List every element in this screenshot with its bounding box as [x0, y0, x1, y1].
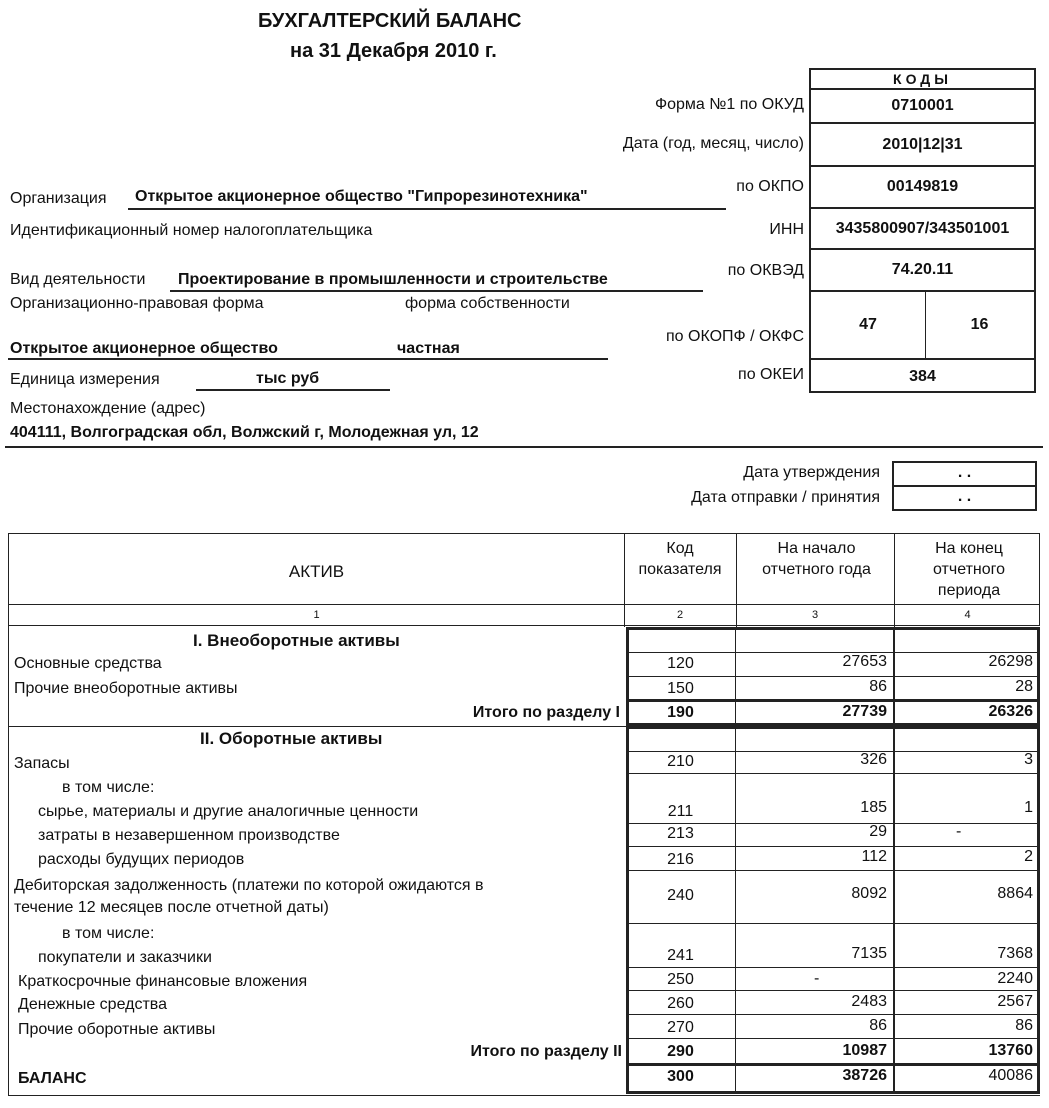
inn-value: 3435800907/343501001: [835, 220, 1010, 237]
row-210-code: 210: [667, 753, 694, 770]
header-asset: АКТИВ: [288, 562, 345, 581]
row-270-end: 86: [1015, 1017, 1033, 1034]
okved-value: 74.20.11: [891, 261, 954, 278]
table-header: [8, 533, 1040, 626]
page-title: БУХГАЛТЕРСКИЙ БАЛАНС: [258, 10, 522, 32]
row-300-start: 38726: [842, 1067, 887, 1084]
row-150-end: 28: [1015, 678, 1033, 695]
row-260-start: 2483: [851, 993, 887, 1010]
okud-label: Форма №1 по ОКУД: [654, 96, 804, 113]
row-240-code: 240: [667, 887, 694, 904]
row-250-code: 250: [667, 971, 694, 988]
codes-box: [809, 68, 1036, 393]
row-260-code: 260: [667, 995, 694, 1012]
row-213-code: 213: [667, 825, 694, 842]
row-270-start: 86: [869, 1017, 887, 1034]
row-290-name: Итого по разделу II: [470, 1043, 622, 1060]
row-300-end: 40086: [988, 1067, 1033, 1084]
row-211-code: 211: [667, 803, 694, 820]
activity-label: Вид деятельности: [10, 271, 146, 288]
taxpayer-id-label: Идентификационный номер налогоплательщика: [10, 222, 373, 239]
row-241-name: покупатели и заказчики: [38, 949, 212, 966]
col-number-2: 2: [676, 609, 684, 621]
row-190-code: 190: [667, 704, 694, 721]
row-120-start: 27653: [842, 653, 887, 670]
row-211-start: 185: [860, 799, 887, 816]
row-216-end: 2: [1024, 848, 1033, 865]
unit-value: тыс руб: [256, 370, 320, 387]
ownership-value: частная: [397, 340, 460, 357]
okei-value: 384: [909, 368, 936, 385]
activity-value: Проектирование в промышленности и строительстве: [178, 271, 608, 288]
row-216-start: 112: [861, 848, 887, 865]
row-216-name: расходы будущих периодов: [38, 851, 245, 868]
row-190-name: Итого по разделу I: [472, 704, 620, 721]
header-start: На начало отчетного года: [762, 540, 871, 578]
row-290-start: 10987: [842, 1042, 887, 1059]
legal-form-label: Организационно-правовая форма: [10, 295, 264, 312]
col-number-3: 3: [811, 609, 819, 621]
okpo-label: по ОКПО: [736, 178, 804, 195]
row-210-start: 326: [860, 751, 887, 768]
row-300-name: БАЛАНС: [18, 1070, 87, 1087]
codes-header: КОДЫ: [811, 70, 1034, 90]
row-120-code: 120: [667, 655, 694, 672]
org-label: Организация: [10, 190, 107, 207]
address-value: 404111, Волгоградская обл, Волжский г, Молодежная ул, 12: [10, 424, 479, 441]
row-250-name: Краткосрочные финансовые вложения: [18, 973, 308, 990]
row-250-end: 2240: [997, 970, 1033, 987]
row-241-start: 7135: [851, 945, 887, 962]
header-end: На конец отчетного периода: [932, 540, 1006, 599]
row-216-code: 216: [667, 851, 694, 868]
okud-value: 0710001: [891, 97, 954, 114]
row-240-name-2: течение 12 месяцев после отчетной даты): [14, 899, 329, 916]
row-240-end: 8864: [997, 885, 1033, 902]
okfs-value: 16: [970, 316, 989, 333]
okpo-value: 00149819: [886, 178, 959, 195]
sent-date-box: . .: [892, 485, 1037, 511]
row-290-code: 290: [667, 1043, 694, 1060]
row-241-code: 241: [667, 947, 694, 964]
row-150-code: 150: [667, 680, 694, 697]
inn-code-label: ИНН: [769, 221, 804, 238]
legal-form-value: Открытое акционерное общество: [10, 340, 278, 357]
row-260-end: 2567: [997, 993, 1033, 1010]
row-210-name: Запасы: [14, 755, 70, 772]
row-240-name-1: Дебиторская задолженность (платежи по которой ожидаются в: [14, 877, 484, 894]
row-150-start: 86: [869, 678, 887, 695]
sent-date-label: Дата отправки / принятия: [691, 489, 880, 506]
row-incl-2: в том числе:: [62, 925, 155, 942]
row-211-name: сырье, материалы и другие аналогичные ценности: [38, 803, 419, 820]
col-number-1: 1: [313, 609, 320, 621]
row-150-name: Прочие внеоборотные активы: [14, 680, 238, 697]
okved-label: по ОКВЭД: [727, 262, 804, 279]
page-subtitle: на 31 Декабря 2010 г.: [290, 40, 497, 62]
okopf-label: по ОКОПФ / ОКФС: [666, 328, 804, 345]
section-2-title: II. Оборотные активы: [200, 729, 383, 748]
row-260-name: Денежные средства: [18, 996, 167, 1013]
ownership-label: форма собственности: [405, 295, 570, 312]
address-label: Местонахождение (адрес): [10, 400, 206, 417]
row-290-end: 13760: [988, 1042, 1033, 1059]
row-incl-1: в том числе:: [62, 779, 155, 796]
row-241-end: 7368: [997, 945, 1033, 962]
row-213-start: 29: [869, 823, 887, 840]
row-270-name: Прочие оборотные активы: [18, 1021, 216, 1038]
row-300-code: 300: [667, 1068, 694, 1085]
row-190-end: 26326: [988, 703, 1033, 720]
header-code: Код показателя: [638, 540, 722, 578]
row-190-start: 27739: [842, 703, 887, 720]
okopf-value: 47: [859, 316, 877, 333]
org-value: Открытое акционерное общество "Гипрорезинотехника": [135, 188, 588, 205]
approval-date-box: . .: [892, 461, 1037, 487]
section-1-title: I. Внеоборотные активы: [193, 631, 400, 650]
approval-date-label: Дата утверждения: [743, 464, 880, 481]
row-250-start: -: [814, 970, 820, 987]
row-210-end: 3: [1024, 751, 1033, 768]
row-213-name: затраты в незавершенном производстве: [38, 827, 340, 844]
date-value: 2010|12|31: [882, 136, 963, 153]
col-number-4: 4: [964, 609, 971, 621]
unit-label: Единица измерения: [10, 371, 160, 388]
date-label: Дата (год, месяц, число): [622, 135, 804, 152]
row-213-end: -: [956, 823, 962, 840]
okei-label: по ОКЕИ: [738, 366, 804, 383]
row-120-end: 26298: [988, 653, 1033, 670]
row-270-code: 270: [667, 1019, 694, 1036]
row-240-start: 8092: [851, 885, 887, 902]
row-120-name: Основные средства: [14, 655, 162, 672]
row-211-end: 1: [1024, 799, 1033, 816]
